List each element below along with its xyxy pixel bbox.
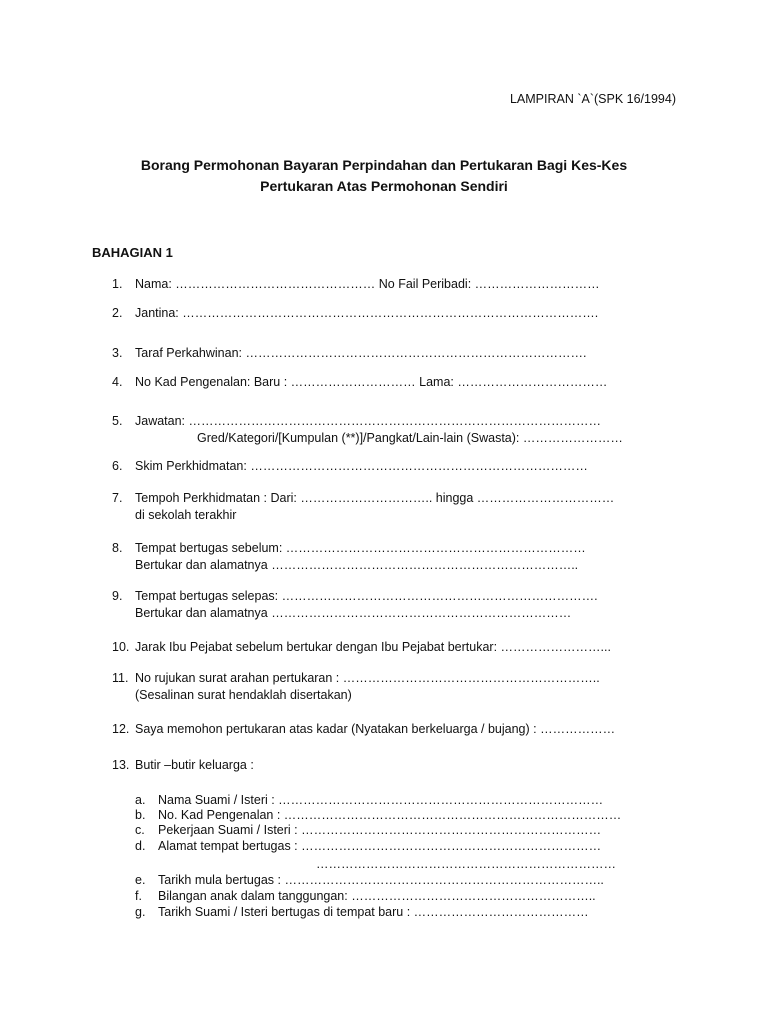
reference-code: LAMPIRAN `A`(SPK 16/1994) (509, 92, 676, 106)
family-item-letter: d. (135, 839, 146, 853)
form-title (0, 155, 768, 197)
field-number: 2. (112, 306, 123, 320)
field-number: 13. (112, 758, 130, 772)
family-item-letter: g. (135, 905, 146, 919)
family-item-letter: b. (135, 808, 146, 822)
family-item-letter: f. (135, 889, 142, 903)
field-label: Tempat bertugas sebelum: ……………………………………………………………… (135, 541, 586, 555)
field-label-continued: (Sesalinan surat hendaklah disertakan) (135, 688, 352, 702)
form-title-line-2: Pertukaran Atas Permohonan Sendiri (260, 178, 508, 194)
family-item-label: Tarikh mula bertugas : ………………………………………………………………….. (158, 873, 604, 887)
family-item-label-continued: ……………………………………………………………… (316, 857, 616, 871)
field-number: 12. (112, 722, 130, 736)
family-item-letter: e. (135, 873, 146, 887)
field-label: Tempoh Perkhidmatan : Dari: ………………………….. hingga …………………………… (135, 491, 615, 505)
field-number: 5. (112, 414, 123, 428)
family-item-label: Pekerjaan Suami / Isteri : ……………………………………………………………… (158, 823, 602, 837)
field-number: 11. (112, 671, 129, 685)
field-label: Butir –butir keluarga : (135, 758, 254, 772)
field-label-continued: di sekolah terakhir (135, 508, 237, 522)
field-number: 8. (112, 541, 123, 555)
field-number: 7. (112, 491, 123, 505)
form-title-line-1: Borang Permohonan Bayaran Perpindahan dan Pertukaran Bagi Kes-Kes (140, 157, 628, 173)
field-number: 6. (112, 459, 123, 473)
field-label: Tempat bertugas selepas: …………………………………………………………………. (135, 589, 598, 603)
family-item-label: Alamat tempat bertugas : ……………………………………………………………… (158, 839, 602, 853)
field-label: Saya memohon pertukaran atas kadar (Nyatakan berkeluarga / bujang) : ……………… (135, 722, 616, 736)
field-label-continued: Bertukar dan alamatnya ……………………………………………………………… (135, 606, 572, 620)
field-label-continued: Gred/Kategori/[Kumpulan (**)]/Pangkat/Lain-lain (Swasta): …………………… (197, 431, 623, 445)
family-item-label: Bilangan anak dalam tanggungan: ………………………………………………….. (158, 889, 596, 903)
field-label: Nama: ………………………………………… No Fail Peribadi: ………………………… (135, 277, 600, 291)
field-number: 1. (112, 277, 123, 291)
field-label: Skim Perkhidmatan: ……………………………………………………………………… (135, 459, 588, 473)
field-number: 3. (112, 346, 123, 360)
family-item-label: Tarikh Suami / Isteri bertugas di tempat baru : …………………………………… (158, 905, 589, 919)
field-label: Jarak Ibu Pejabat sebelum bertukar dengan Ibu Pejabat bertukar: ……………………... (135, 640, 611, 654)
family-item-label: Nama Suami / Isteri : …………………………………………………………………… (158, 793, 604, 807)
field-label: No Kad Pengenalan: Baru : ………………………… Lama: ……………………………… (135, 375, 608, 389)
section-heading: BAHAGIAN 1 (92, 245, 173, 260)
field-label-continued: Bertukar dan alamatnya ……………………………………………………………….. (135, 558, 579, 572)
field-label: No rujukan surat arahan pertukaran : …………………………………………………….. (135, 671, 600, 685)
field-label: Jantina: ………………………………………………………………………………………. (135, 306, 599, 320)
field-label: Jawatan: ……………………………………………………………………………………… (135, 414, 602, 428)
family-item-letter: a. (135, 793, 146, 807)
family-item-label: No. Kad Pengenalan : ……………………………………………………………………… (158, 808, 622, 822)
field-number: 10. (112, 640, 130, 654)
field-label: Taraf Perkahwinan: ………………………………………………………………………. (135, 346, 587, 360)
family-item-letter: c. (135, 823, 145, 837)
field-number: 4. (112, 375, 123, 389)
field-number: 9. (112, 589, 123, 603)
